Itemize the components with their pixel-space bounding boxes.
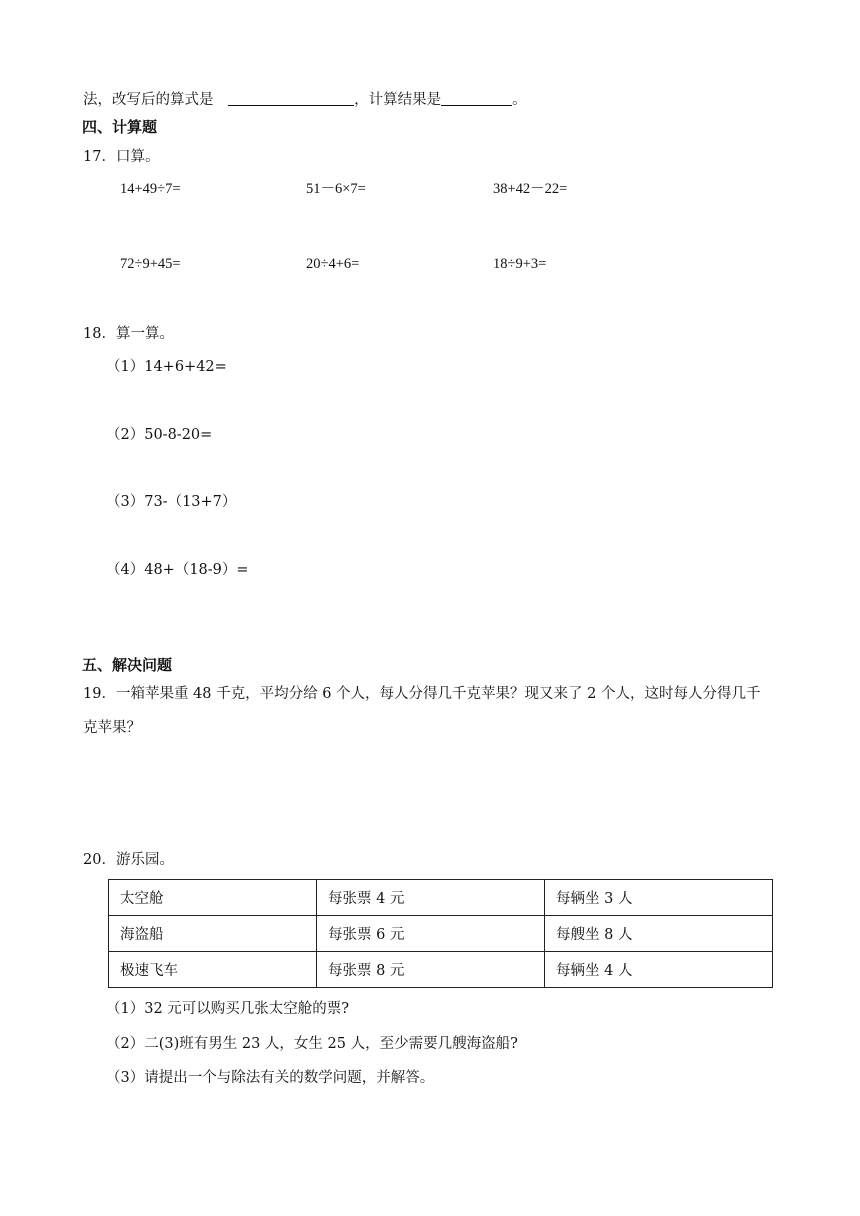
capacity-cell: 每辆坐 4 人 bbox=[545, 952, 773, 988]
oral-calc-item: 14+49÷7= bbox=[120, 181, 181, 197]
ticket-price-cell: 每张票 4 元 bbox=[317, 880, 545, 916]
table-row bbox=[109, 880, 773, 916]
oral-calc-item: 38+42－22= bbox=[493, 181, 568, 197]
table-row bbox=[109, 916, 773, 952]
section-heading-calculation: 四、计算题 bbox=[82, 118, 158, 136]
fill-in-tail-text: 。 bbox=[512, 92, 527, 108]
answer-blank-expression[interactable] bbox=[228, 91, 354, 106]
question-20-sub-1: （1）32 元可以购买几张太空舱的票? bbox=[106, 1001, 350, 1017]
oral-calc-item: 18÷9+3= bbox=[493, 256, 547, 272]
ride-name-cell: 海盗船 bbox=[109, 916, 317, 952]
ticket-price-cell: 每张票 8 元 bbox=[317, 952, 545, 988]
question-19-line-2: 克苹果？ bbox=[83, 720, 141, 736]
fill-in-line bbox=[83, 91, 527, 108]
amusement-park-table bbox=[108, 879, 773, 988]
capacity-cell: 每辆坐 3 人 bbox=[545, 880, 773, 916]
table-row bbox=[109, 952, 773, 988]
calc-item: （2）50-8-20= bbox=[106, 427, 213, 443]
ticket-price-cell: 每张票 6 元 bbox=[317, 916, 545, 952]
fill-in-lead-text: 法，改写后的算式是 bbox=[83, 92, 214, 108]
answer-blank-result[interactable] bbox=[441, 91, 512, 106]
capacity-cell: 每艘坐 8 人 bbox=[545, 916, 773, 952]
question-20-sub-2: （2）二(3)班有男生 23 人，女生 25 人，至少需要几艘海盗船? bbox=[106, 1036, 518, 1052]
oral-calc-item: 20÷4+6= bbox=[306, 256, 360, 272]
fill-in-middle-text: ，计算结果是 bbox=[354, 92, 442, 108]
calc-item: （4）48+（18-9）= bbox=[106, 562, 249, 578]
oral-calc-item: 72÷9+45= bbox=[120, 256, 181, 272]
question-18-label: 18．算一算。 bbox=[83, 326, 174, 342]
ride-name-cell: 极速飞车 bbox=[109, 952, 317, 988]
calc-item: （1）14+6+42= bbox=[106, 359, 227, 375]
ride-name-cell: 太空舱 bbox=[109, 880, 317, 916]
question-20-sub-3: （3）请提出一个与除法有关的数学问题，并解答。 bbox=[106, 1070, 435, 1086]
calc-item: （3）73-（13+7） bbox=[106, 494, 237, 510]
question-19-line-1: 19．一箱苹果重 48 千克，平均分给 6 个人，每人分得几千克苹果？现又来了 2 个人，这时每人分得几千 bbox=[83, 686, 761, 702]
section-heading-problem-solving: 五、解决问题 bbox=[82, 656, 173, 674]
question-17-label: 17．口算。 bbox=[83, 149, 160, 165]
question-20-label: 20．游乐园。 bbox=[83, 852, 174, 868]
oral-calc-item: 51－6×7= bbox=[306, 181, 366, 197]
